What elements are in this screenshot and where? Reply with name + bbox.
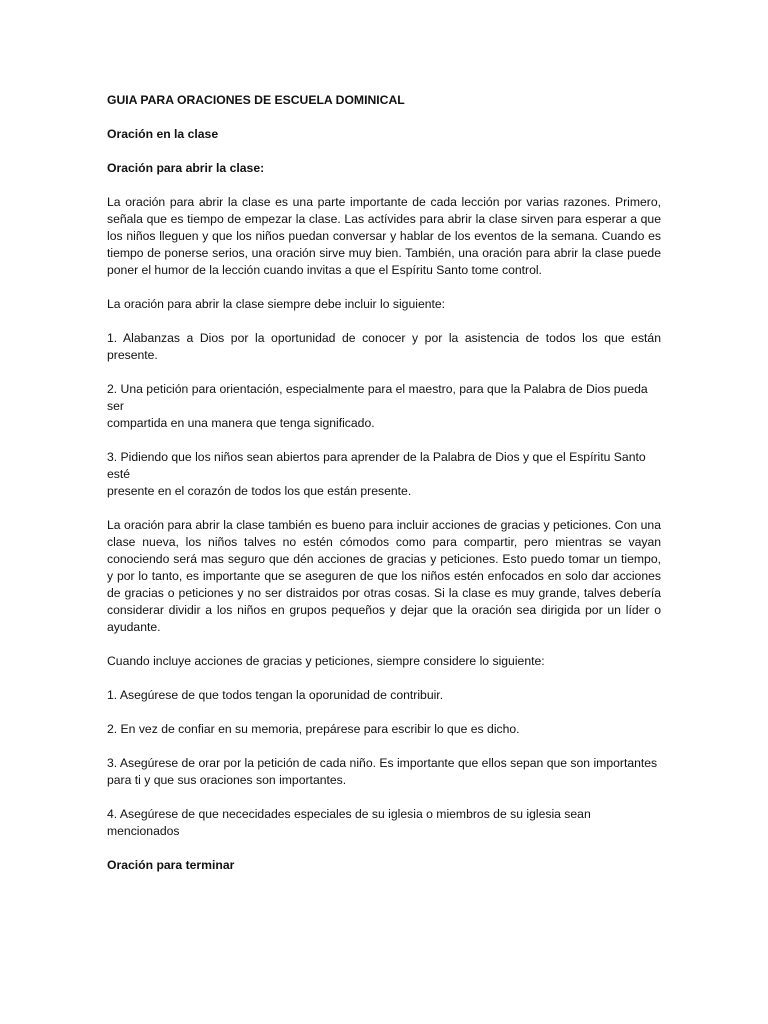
consider-item-4: 4. Asegúrese de que nececidades especiales de su iglesia o miembros de su iglesia sean mencionados (107, 807, 591, 838)
list-item-3-line-1: 3. Pidiendo que los niños sean abiertos para aprender de la Palabra de Dios y que el Espíritu Santo esté (107, 450, 646, 481)
list-item-3 (107, 449, 661, 500)
consider-item-1: 1. Asegúrese de que todos tengan la oporunidad de contribuir. (107, 688, 444, 702)
must-include-paragraph: La oración para abrir la clase siempre debe incluir lo siguiente: (107, 297, 446, 311)
consider-item-3 (107, 755, 661, 789)
list-item-2 (107, 381, 661, 432)
consider-paragraph: Cuando incluye acciones de gracias y peticiones, siempre considere lo siguiente: (107, 654, 545, 668)
section-heading-opening-prayer: Oración para abrir la clase: (107, 161, 265, 175)
intro-paragraph: La oración para abrir la clase es una parte importante de cada lección por varias razones. Primero, señala que es tiempo de empezar la clase. Las actívides para abrir la clase sirven para esperar a que los niños lleguen y que los niños puedan conversar y hablar de los eventos de la semana. Cuando es tiempo de ponerse serios, una oración sirve muy bien. También, una oración para abrir la clase puede poner el humor de la lección cuando invitas a que el Espíritu Santo tome control. (107, 195, 661, 277)
section-heading-class-prayer: Oración en la clase (107, 127, 219, 141)
consider-item-3-line-1: 3. Asegúrese de orar por la petición de cada niño. Es importante que ellos sepan que son importantes (107, 756, 658, 770)
list-item-3-line-2: presente en el corazón de todos los que están presente. (107, 484, 412, 498)
list-item-1: 1. Alabanzas a Dios por la oportunidad de conocer y por la asistencia de todos los que están presente. (107, 331, 661, 362)
consider-item-3-line-2: para ti y que sus oraciones son importantes. (107, 773, 347, 787)
section-heading-closing-prayer: Oración para terminar (107, 858, 235, 872)
document-title: GUIA PARA ORACIONES DE ESCUELA DOMINICAL (107, 93, 405, 107)
list-item-2-line-2: compartida en una manera que tenga significado. (107, 416, 375, 430)
document-page (107, 92, 661, 891)
consider-item-2: 2. En vez de confiar en su memoria, prepárese para escribir lo que es dicho. (107, 722, 520, 736)
thanks-paragraph: La oración para abrir la clase también es bueno para incluir acciones de gracias y peticiones. Con una clase nueva, los niños talves no estén cómodos como para compartir, pero mientras se vayan conociendo será mas seguro que dén acciones de gracias y peticiones. Esto puedo tomar un tiempo, y por lo tanto, es importante que se aseguren de que los niños estén enfocados en solo dar acciones de gracias o peticiones y no ser distraidos por otras cosas. Si la clase es muy grande, talves debería considerar dividir a los niños en grupos pequeños y dejar que la oración sea dirigida por un líder o ayudante. (107, 518, 661, 634)
list-item-2-line-1: 2. Una petición para orientación, especialmente para el maestro, para que la Palabra de Dios pueda ser (107, 382, 648, 413)
